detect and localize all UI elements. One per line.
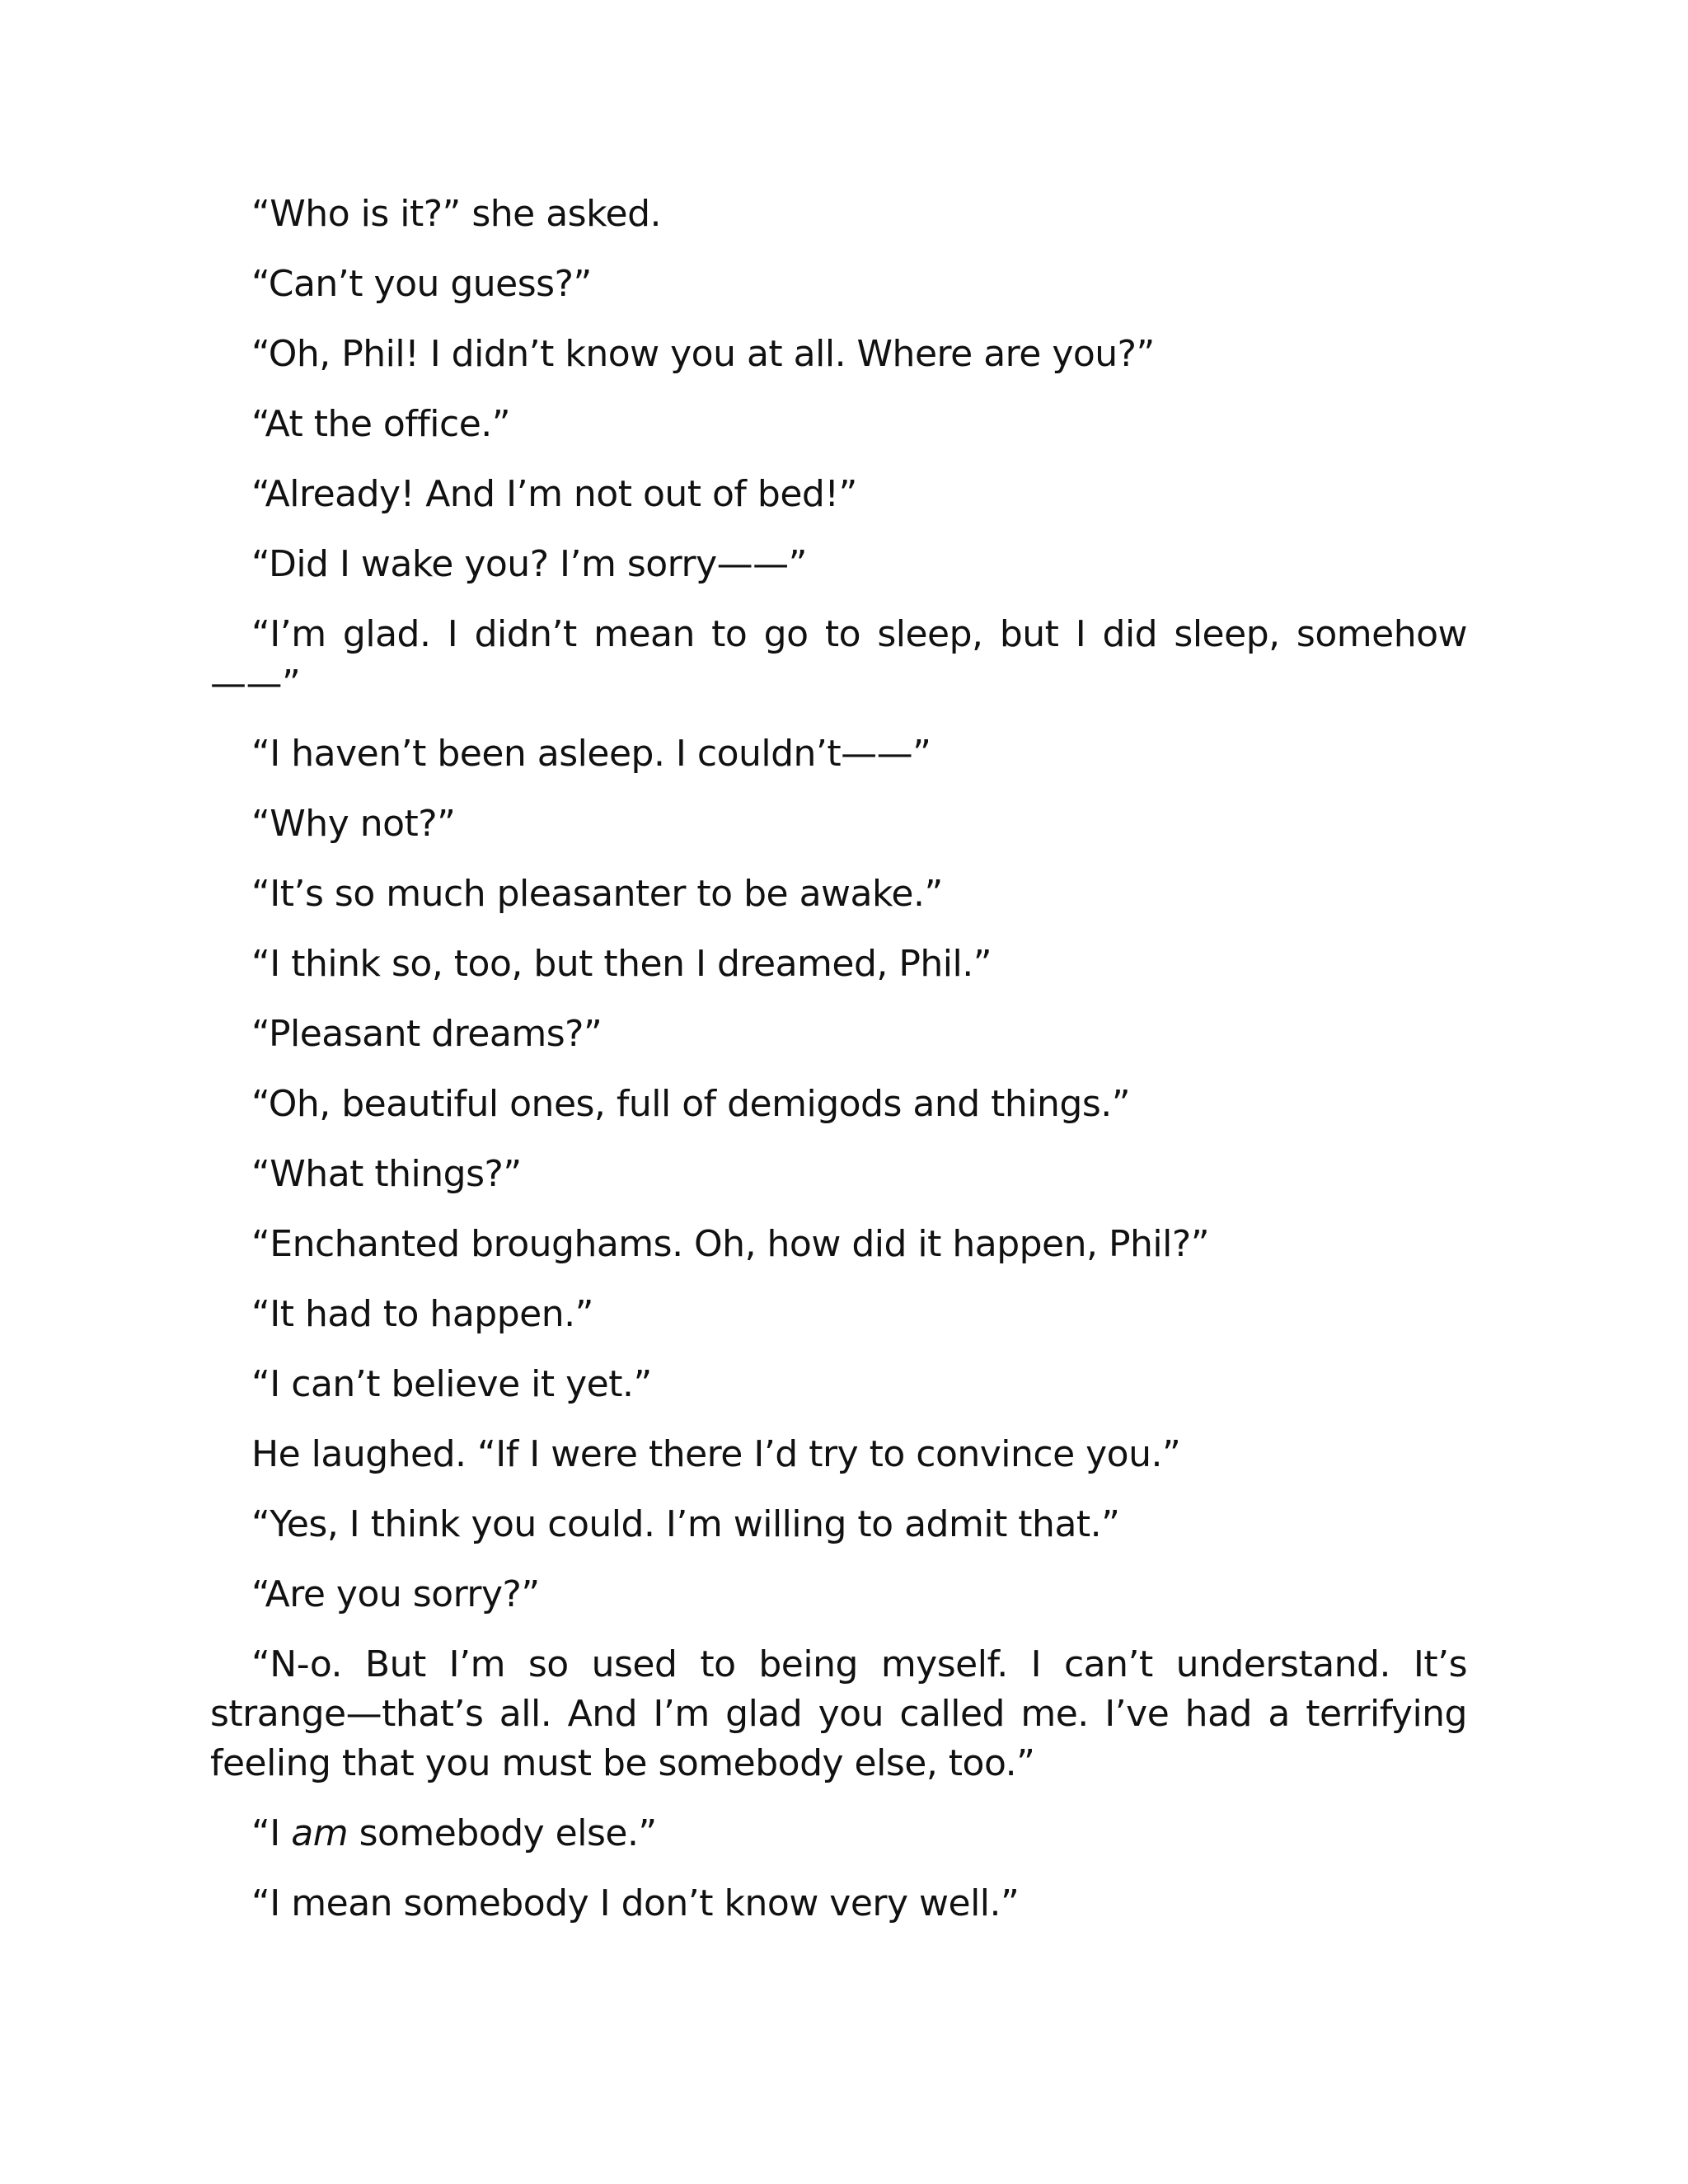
paragraph: “Yes, I think you could. I’m willing to admit that.”	[251, 1503, 1120, 1545]
paragraph-am	[210, 1809, 1467, 1858]
dialogue-text	[210, 190, 1467, 1949]
paragraph-am-after: somebody else.”	[348, 1812, 657, 1854]
paragraph: “Pleasant dreams?”	[251, 1013, 603, 1055]
paragraph: “Oh, Phil! I didn’t know you at all. Where are you?”	[251, 333, 1155, 375]
paragraph: “I haven’t been asleep. I couldn’t——”	[251, 733, 931, 775]
paragraph-last: “I mean somebody I don’t know very well.”	[251, 1882, 1020, 1924]
paragraph: “Already! And I’m not out of bed!”	[251, 473, 857, 515]
paragraph: “It had to happen.”	[251, 1293, 593, 1335]
paragraph: “Oh, beautiful ones, full of demigods and things.”	[251, 1083, 1131, 1125]
paragraph: “It’s so much pleasanter to be awake.”	[251, 873, 943, 915]
paragraph: “Are you sorry?”	[251, 1573, 540, 1615]
paragraph: “Did I wake you? I’m sorry——”	[251, 543, 807, 585]
paragraph: “Who is it?” she asked.	[251, 193, 661, 235]
paragraph: “I can’t believe it yet.”	[251, 1363, 652, 1405]
paragraph: He laughed. “If I were there I’d try to convince you.”	[251, 1433, 1181, 1475]
paragraph: “At the office.”	[251, 403, 511, 445]
paragraph: “I think so, too, but then I dreamed, Phil.”	[251, 943, 992, 985]
paragraph-am-before: “I	[251, 1812, 292, 1854]
paragraph: “I’m glad. I didn’t mean to go to sleep, but I did sleep, somehow ——”	[210, 613, 1467, 705]
paragraph: “N-o. But I’m so used to being myself. I can’t understand. It’s strange—that’s all. And I’m glad you called me. I’ve had a terrifying feeling that you must be somebody else, too.”	[210, 1643, 1467, 1784]
paragraph: “Why not?”	[251, 803, 456, 845]
paragraph: “What things?”	[251, 1153, 522, 1195]
paragraph: “Can’t you guess?”	[251, 263, 592, 305]
paragraph: “Enchanted broughams. Oh, how did it happen, Phil?”	[251, 1223, 1210, 1265]
paragraph-am-emphasis: am	[291, 1812, 349, 1854]
